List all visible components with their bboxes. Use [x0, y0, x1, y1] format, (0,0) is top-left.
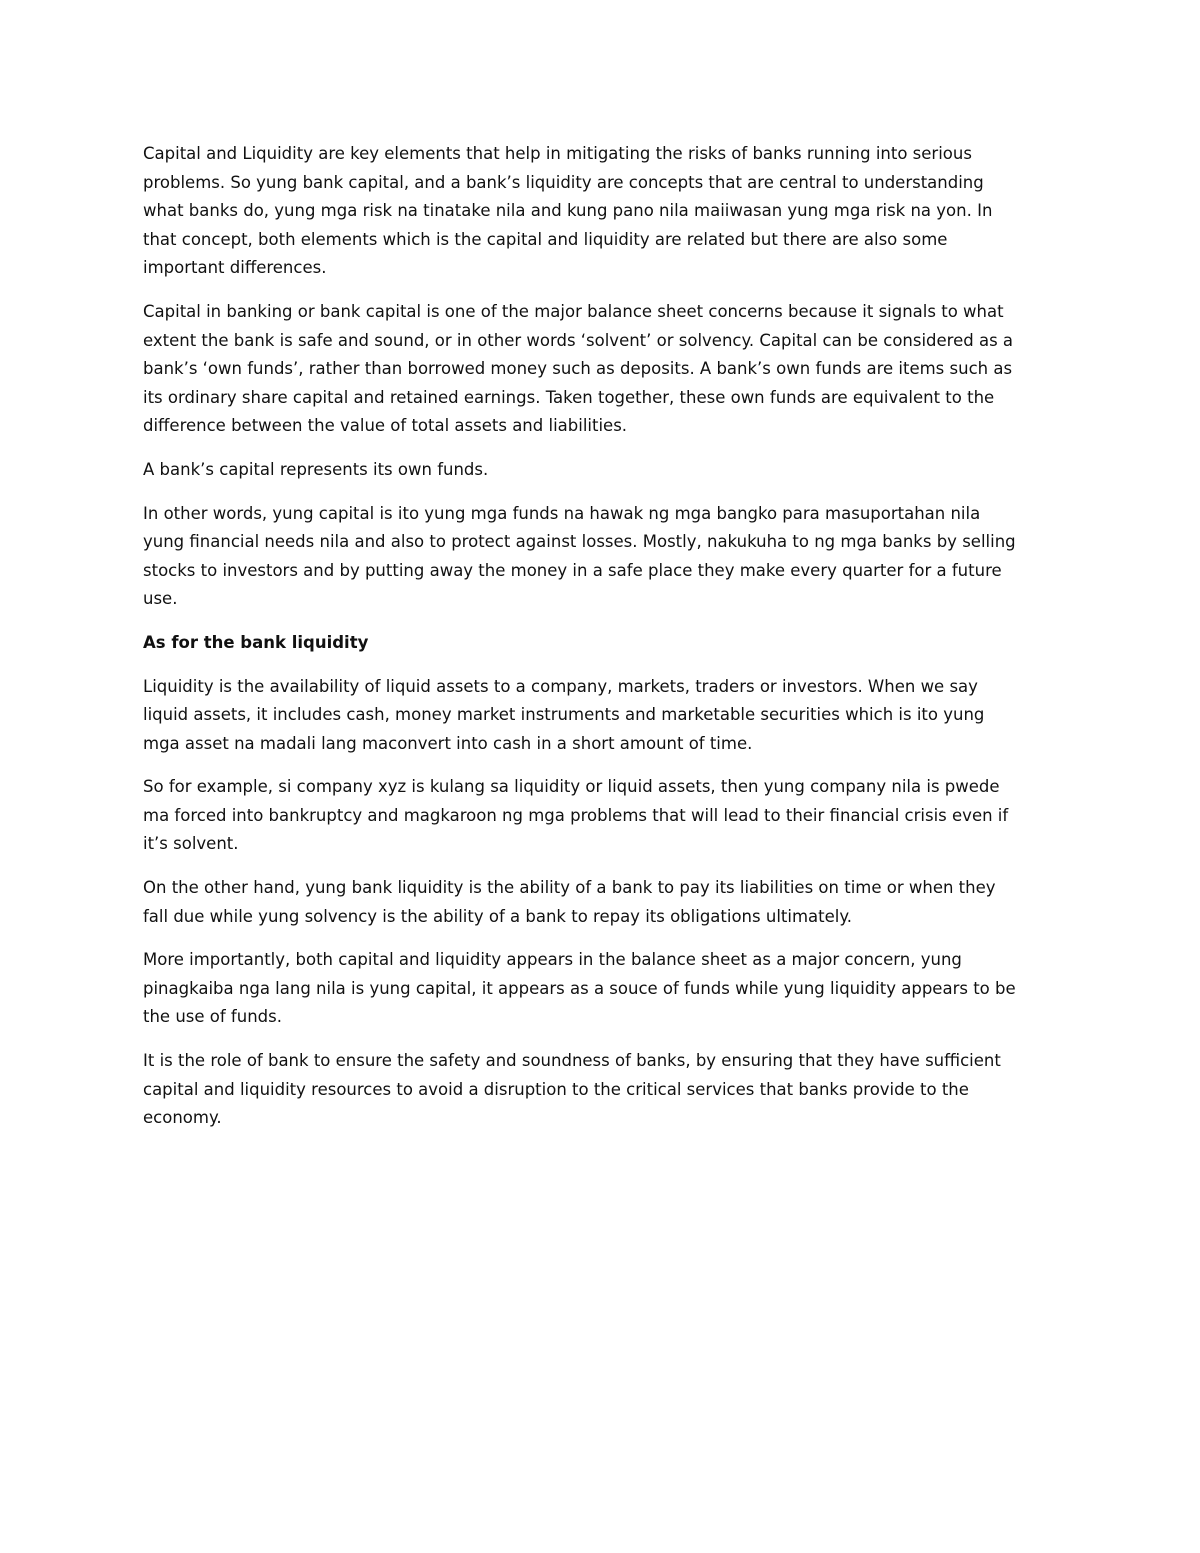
paragraph-capital-summary: [143, 456, 1063, 485]
paragraph-line: So for example, si company xyz is kulang sa liquidity or liquid assets, then yung company nila is pwede: [143, 777, 1000, 797]
paragraph-line: capital and liquidity resources to avoid a disruption to the critical services that banks provide to the: [143, 1079, 969, 1099]
paragraph-line: It is the role of bank to ensure the safety and soundness of banks, by ensuring that they have sufficient: [143, 1051, 1001, 1071]
paragraph-capital-explanation: [143, 500, 1063, 614]
paragraph-line: bank’s ‘own funds’, rather than borrowed money such as deposits. A bank’s own funds are items such as: [143, 359, 1013, 379]
paragraph-line: stocks to investors and by putting away the money in a safe place they make every quarter for a future: [143, 560, 1002, 580]
paragraph-line: A bank’s capital represents its own funds.: [143, 459, 489, 479]
paragraph-line: pinagkaiba nga lang nila is yung capital, it appears as a souce of funds while yung liquidity appears to be: [143, 978, 1016, 998]
paragraph-line: Capital and Liquidity are key elements that help in mitigating the risks of banks running into serious: [143, 144, 972, 163]
heading-text: As for the bank liquidity: [143, 632, 369, 652]
paragraph-line: its ordinary share capital and retained earnings. Taken together, these own funds are equivalent to the: [143, 387, 995, 407]
paragraph-line: what banks do, yung mga risk na tinatake nila and kung pano nila maiiwasan yung mga risk na yon. In: [143, 201, 993, 221]
paragraph-conclusion: [143, 1047, 1063, 1133]
paragraph-line: On the other hand, yung bank liquidity is the ability of a bank to pay its liabilities on time or when they: [143, 878, 996, 898]
paragraph-line: mga asset na madali lang maconvert into cash in a short amount of time.: [143, 733, 753, 753]
paragraph-line: liquid assets, it includes cash, money market instruments and marketable securities which is ito yung: [143, 705, 985, 725]
paragraph-line: that concept, both elements which is the capital and liquidity are related but there are also some: [143, 229, 948, 249]
paragraph-line: Capital in banking or bank capital is one of the major balance sheet concerns because it signals to what: [143, 301, 1004, 321]
paragraph-line: it’s solvent.: [143, 834, 239, 854]
paragraph-line: More importantly, both capital and liquidity appears in the balance sheet as a major concern, yung: [143, 950, 962, 970]
paragraph-line: Liquidity is the availability of liquid assets to a company, markets, traders or investors. When we say: [143, 676, 978, 696]
paragraph-line: fall due while yung solvency is the ability of a bank to repay its obligations ultimately.: [143, 906, 853, 926]
paragraph-line: yung financial needs nila and also to protect against losses. Mostly, nakukuha to ng mga banks by selling: [143, 532, 1016, 552]
paragraph-liquidity-vs-solvency: [143, 874, 1063, 931]
paragraph-balance-sheet: [143, 946, 1063, 1032]
paragraph-intro: [143, 140, 1063, 283]
document-body: [143, 140, 1063, 1148]
paragraph-line: use.: [143, 589, 178, 609]
paragraph-line: extent the bank is safe and sound, or in other words ‘solvent’ or solvency. Capital can be considered as a: [143, 330, 1014, 350]
paragraph-liquidity-example: [143, 773, 1063, 859]
paragraph-line: difference between the value of total assets and liabilities.: [143, 416, 628, 436]
section-heading-liquidity: [143, 629, 1063, 658]
paragraph-line: the use of funds.: [143, 1007, 282, 1027]
paragraph-liquidity-definition: [143, 673, 1063, 759]
paragraph-line: economy.: [143, 1108, 222, 1128]
paragraph-line: In other words, yung capital is ito yung mga funds na hawak ng mga bangko para masuportahan nila: [143, 503, 981, 523]
paragraph-line: ma forced into bankruptcy and magkaroon ng mga problems that will lead to their financial crisis even if: [143, 805, 1009, 825]
paragraph-line: problems. So yung bank capital, and a bank’s liquidity are concepts that are central to understanding: [143, 172, 984, 192]
paragraph-line: important differences.: [143, 258, 327, 278]
paragraph-capital-definition: [143, 298, 1063, 441]
